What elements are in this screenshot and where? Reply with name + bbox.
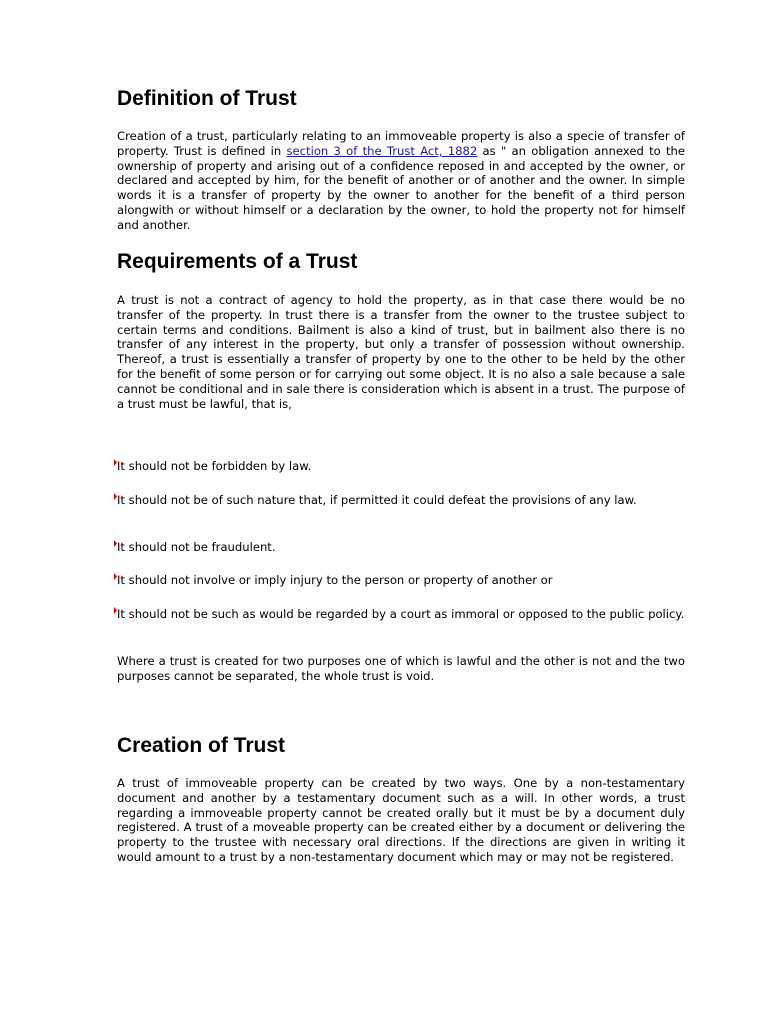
list-item-text: It should not be fraudulent.: [117, 540, 276, 554]
red-triangle-bullet-icon: [114, 493, 117, 500]
list-item: [114, 540, 685, 555]
red-triangle-bullet-icon: [114, 459, 117, 466]
list-item-text: It should not involve or imply injury to the person or property of another or: [117, 573, 553, 587]
heading-definition-of-trust: Definition of Trust: [117, 87, 297, 110]
red-triangle-bullet-icon: [114, 540, 117, 547]
list-item-text: It should not be such as would be regarded by a court as immoral or opposed to the public policy.: [117, 607, 685, 621]
heading-creation-of-trust: Creation of Trust: [117, 734, 286, 757]
void-trust-paragraph: Where a trust is created for two purposes one of which is lawful and the other is not and the two purposes cannot be separated, the whole trust is void.: [117, 654, 685, 683]
list-item-text: It should not be forbidden by law.: [117, 459, 312, 473]
creation-paragraph: A trust of immoveable property can be created by two ways. One by a non-testamentary document and another by a testamentary document such as a will. In other words, a trust regarding a immoveable property cannot be created orally but it must be by a document duly registered. A trust of a moveable property can be created either by a document or delivering the property to the trustee with necessary oral directions. If the directions are given in writing it would amount to a trust by a non-testamentary document which may or may not be registered.: [117, 776, 685, 864]
definition-paragraph: [117, 129, 685, 233]
requirements-paragraph: A trust is not a contract of agency to hold the property, as in that case there would be no transfer of the property. In trust there is a transfer from the owner to the trustee subject to certain terms and conditions. Bailment is also a kind of trust, but in bailment also there is no transfer of any interest in the property, but only a transfer of possession without ownership. Thereof, a trust is essentially a transfer of property by one to the other to be held by the other for the benefit of some person or for carrying out some object. It is no also a sale because a sale cannot be conditional and in sale there is consideration which is absent in a trust. The purpose of a trust must be lawful, that is,: [117, 293, 685, 411]
red-triangle-bullet-icon: [114, 573, 117, 580]
trust-act-link[interactable]: section 3 of the Trust Act, 1882: [286, 143, 478, 158]
list-item: [114, 573, 685, 588]
red-triangle-bullet-icon: [114, 607, 117, 614]
list-item-text: It should not be of such nature that, if permitted it could defeat the provisions of any law.: [117, 493, 637, 507]
list-item: [114, 607, 685, 622]
list-item: [114, 493, 685, 508]
definition-text-after-link: as " an obligation annexed to the ownership of property and arising out of a confidence reposed in and accepted by the owner, or declared and accepted by him, for the benefit of another or of another and the owner. In simple words it is a transfer of property by the owner to another for the benefit of a third person alongwith or without himself or a declaration by the owner, to hold the property not for himself and another.: [117, 143, 685, 232]
list-item: [114, 459, 685, 474]
heading-requirements-of-trust: Requirements of a Trust: [117, 250, 358, 273]
definition-text-before-link: Creation of a trust, particularly relating to an immoveable property is also a specie of transfer of property. Trust is defined in: [117, 129, 685, 158]
